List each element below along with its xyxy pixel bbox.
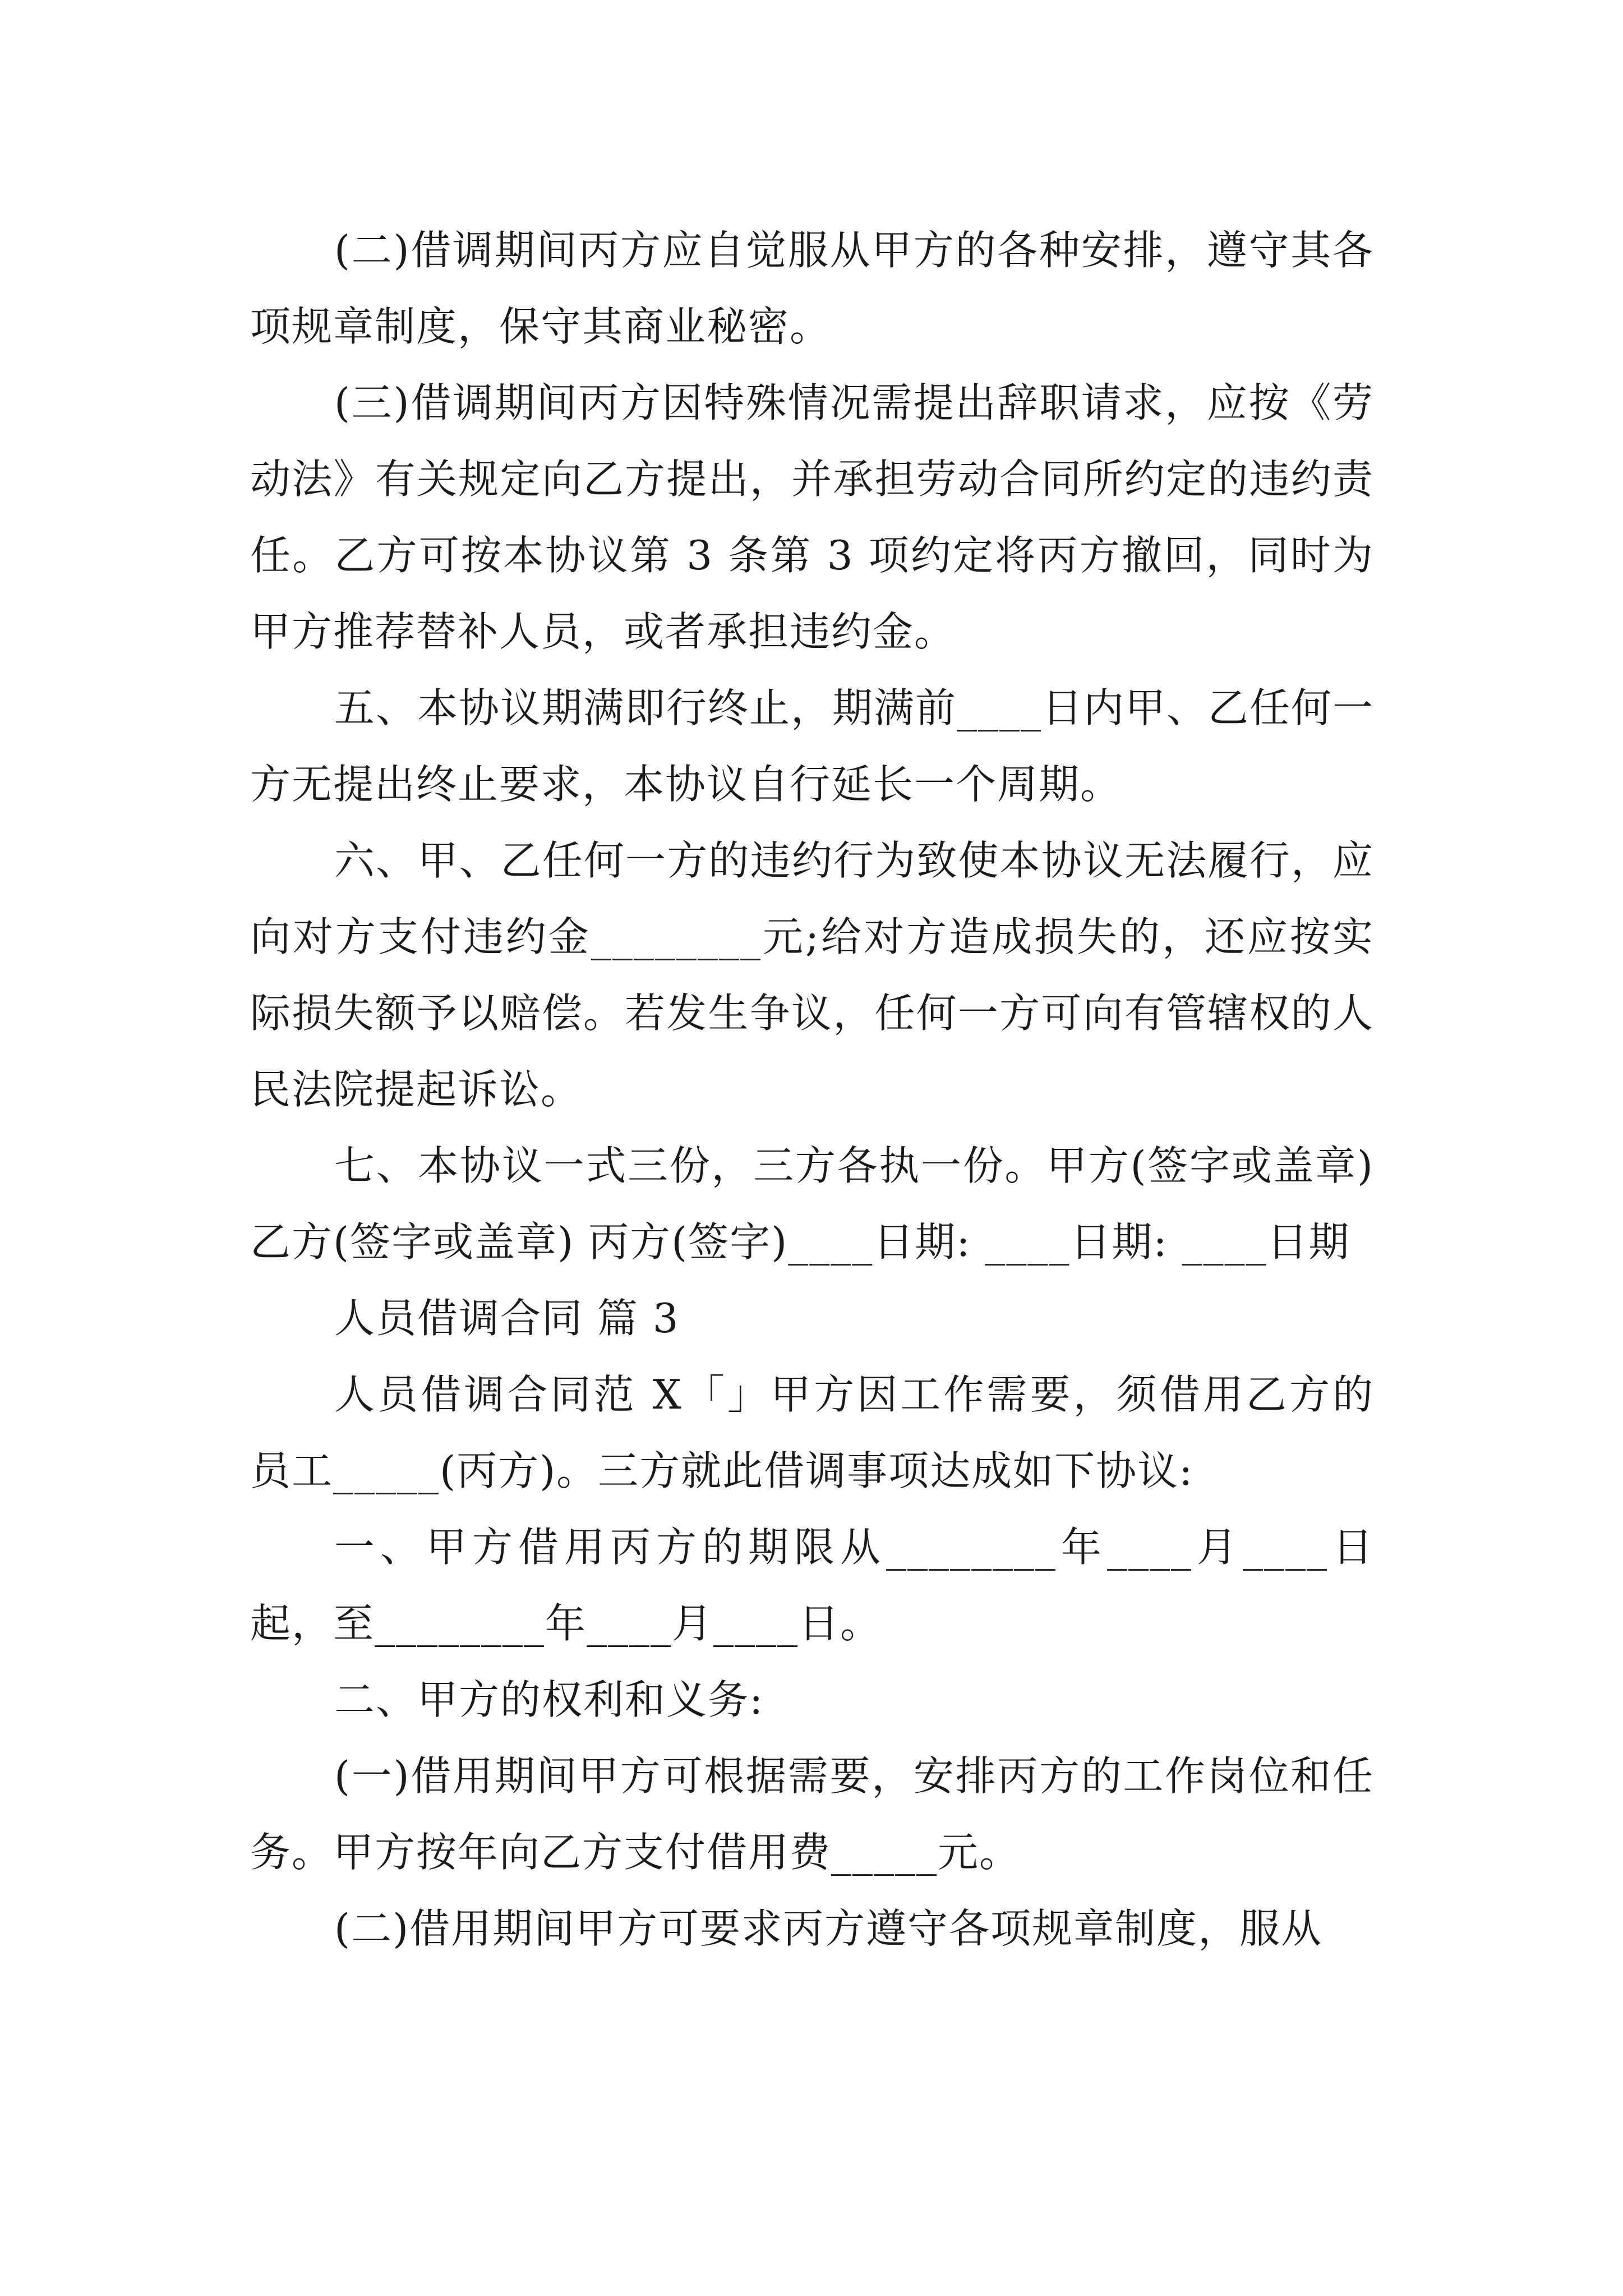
paragraph-clause-2-3: (三)借调期间丙方因特殊情况需提出辞职请求，应按《劳动法》有关规定向乙方提出，并承担劳动合同所约定的违约责任。乙方可按本协议第 3 条第 3 项约定将丙方撤回，同时为甲方推荐替补人员，或者承担违约金。: [250, 379, 1374, 655]
section-heading: 人员借调合同 篇 3: [334, 1295, 680, 1342]
paragraph-clause-2-1: (一)借用期间甲方可根据需要，安排丙方的工作岗位和任务。甲方按年向乙方支付借用费_____元。: [250, 1752, 1374, 1876]
paragraph-clause-2-title: 二、甲方的权利和义务:: [334, 1676, 764, 1723]
paragraph-intro: 人员借调合同范 X「」甲方因工作需要，须借用乙方的员工_____(丙方)。三方就此借调事项达成如下协议:: [250, 1371, 1374, 1494]
paragraph-clause-6: 六、甲、乙任何一方的违约行为致使本协议无法履行，应向对方支付违约金________元;给对方造成损失的，还应按实际损失额予以赔偿。若发生争议，任何一方可向有管辖权的人民法院提起诉讼。: [250, 837, 1374, 1113]
document-body: [250, 212, 1374, 1967]
paragraph-clause-2-2: (二)借调期间丙方应自觉服从甲方的各种安排，遵守其各项规章制度，保守其商业秘密。: [250, 227, 1374, 350]
paragraph-clause-5: 五、本协议期满即行终止，期满前____日内甲、乙任何一方无提出终止要求，本协议自行延长一个周期。: [250, 684, 1375, 808]
paragraph-clause-2-2b: (二)借用期间甲方可要求丙方遵守各项规章制度，服从: [334, 1905, 1323, 1952]
paragraph-clause-1-period: 一、甲方借用丙方的期限从________年____月____日起，至________年____月____日。: [250, 1524, 1374, 1647]
paragraph-clause-7-signatures: 七、本协议一式三份，三方各执一份。甲方(签字或盖章) 乙方(签字或盖章) 丙方(签字)____日期: ____日期: ____日期: [250, 1142, 1374, 1266]
